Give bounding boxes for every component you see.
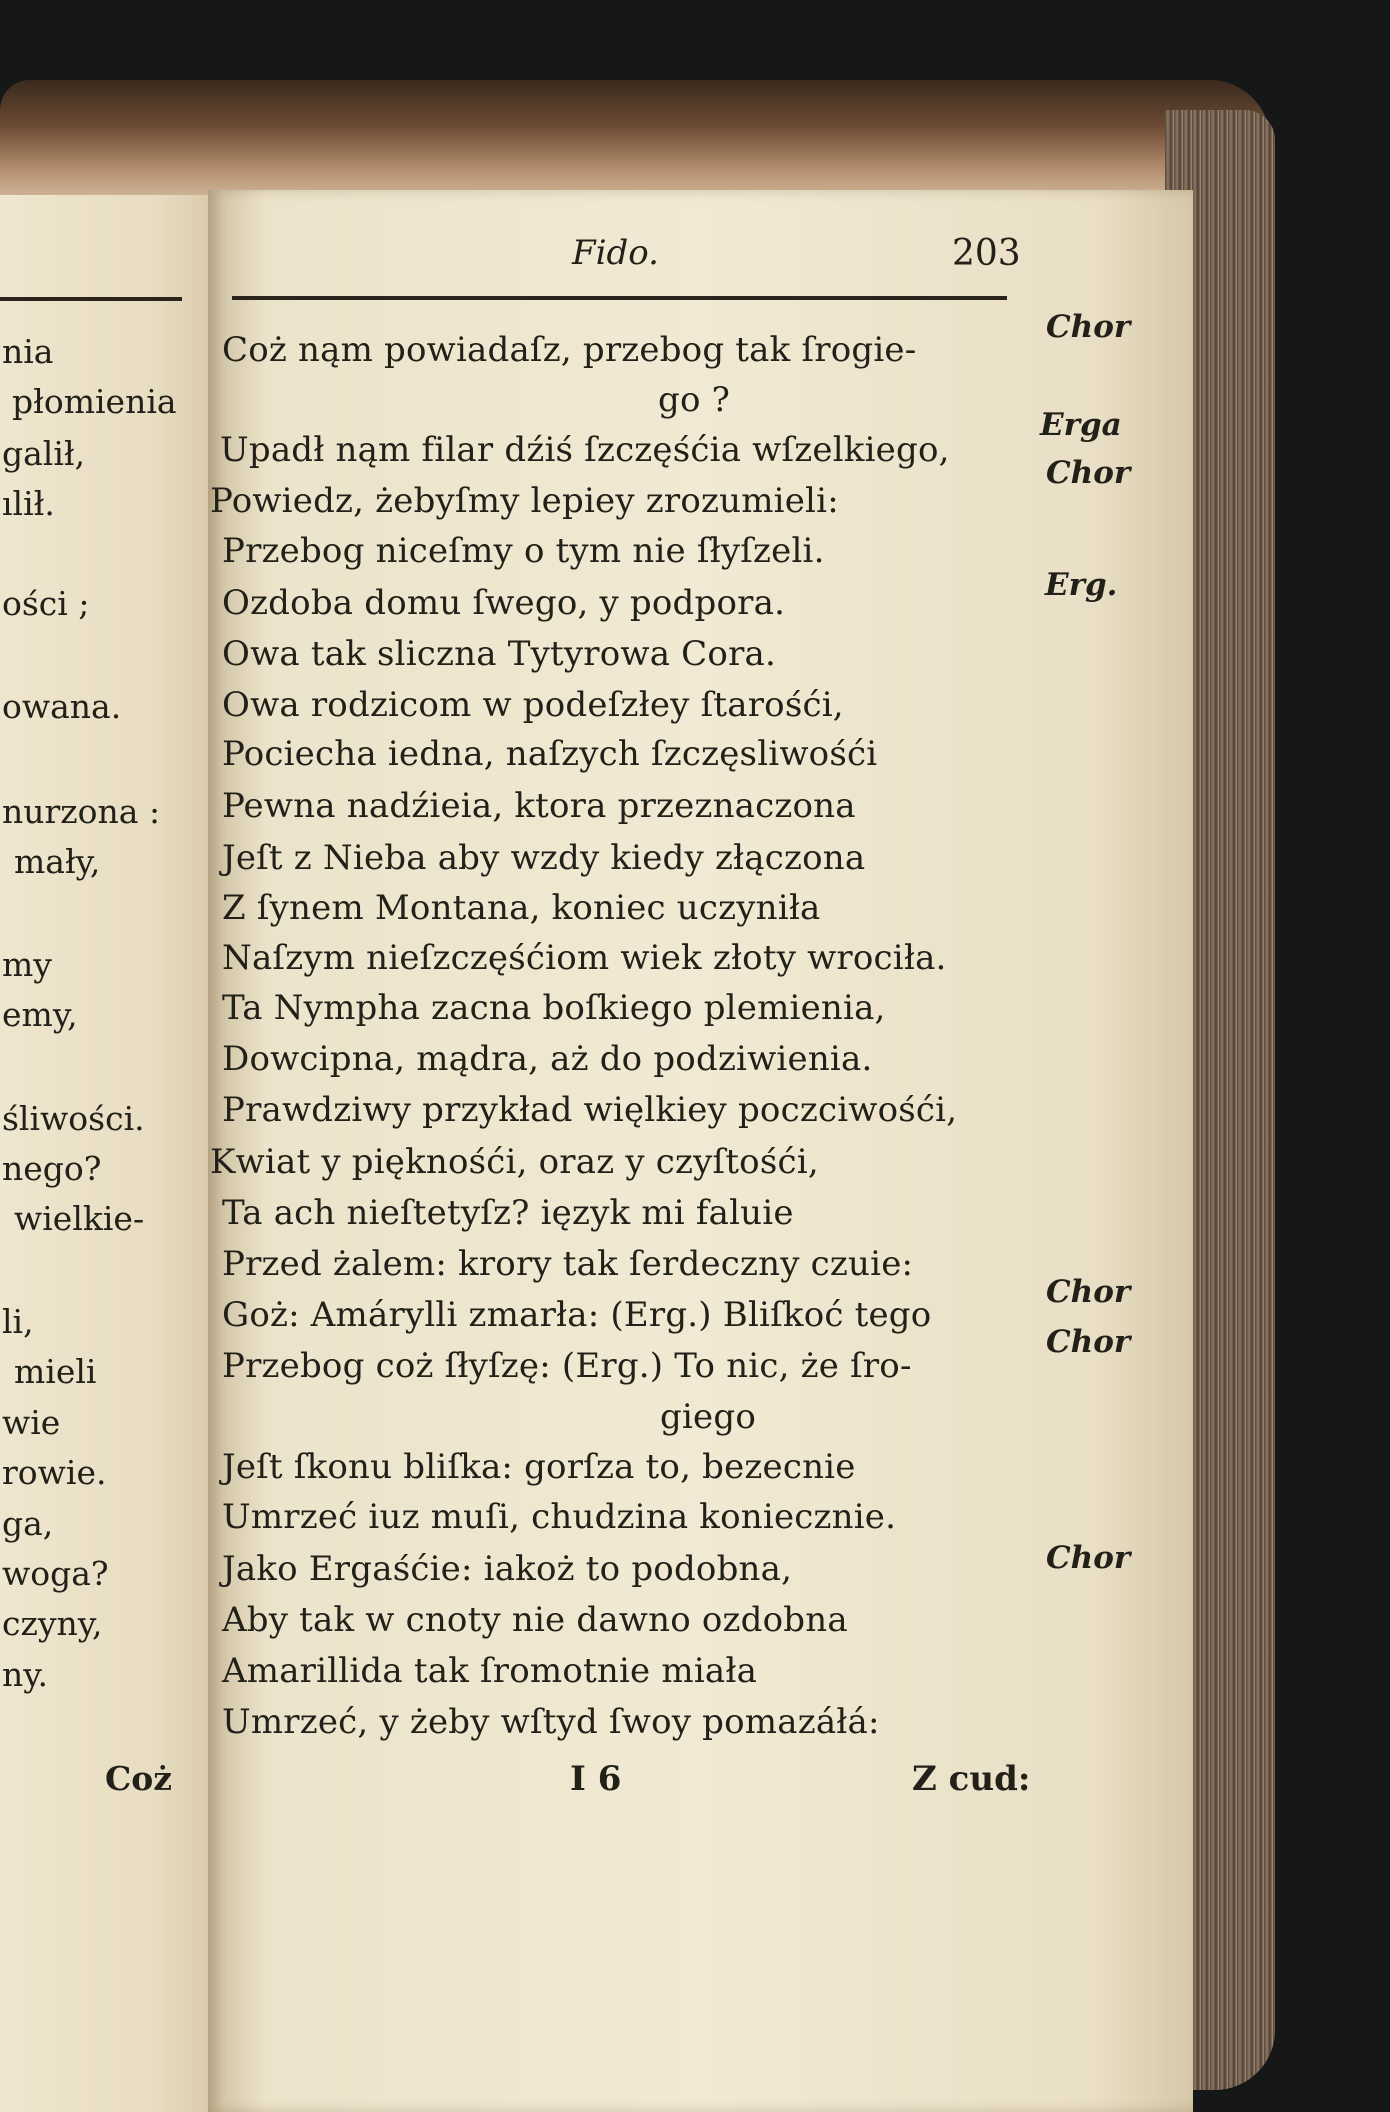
- running-head: Fido.: [572, 233, 659, 273]
- verse-line: Z ſynem Montana, koniec uczyniła: [222, 888, 821, 928]
- verse-line: Umrzeć, y żeby wſtyd ſwoy pomazáłá:: [222, 1702, 880, 1742]
- left-catchword: Coż: [105, 1759, 173, 1798]
- speaker-label: Chor: [1046, 309, 1131, 345]
- speaker-label: Chor: [1046, 455, 1131, 491]
- left-line: ılił.: [2, 484, 55, 523]
- verse-line: Przed żalem: krory tak ſerdeczny czuie:: [222, 1244, 914, 1284]
- left-line: nego?: [2, 1149, 102, 1188]
- verse-line: Owa tak sliczna Tytyrowa Cora.: [222, 634, 777, 674]
- left-line: owana.: [2, 687, 122, 726]
- speaker-label: Chor: [1046, 1274, 1131, 1310]
- verse-line: Aby tak w cnoty nie dawno ozdobna: [222, 1600, 848, 1640]
- left-line: wielkie-: [14, 1199, 145, 1238]
- verse-line: Ta Nympha zacna boſkiego plemienia,: [222, 988, 886, 1028]
- left-line: płomienia: [12, 382, 177, 421]
- left-line: nia: [2, 332, 54, 371]
- left-line: ości ;: [2, 584, 90, 623]
- verse-line: Jako Ergaśćie: iakoż to podobna,: [222, 1549, 793, 1589]
- page-number: 203: [952, 233, 1021, 274]
- left-line: śliwości.: [2, 1099, 145, 1138]
- left-line: my: [2, 945, 52, 984]
- verse-line: Przebog coż ſłyſzę: (Erg.) To nic, że ſro-: [222, 1346, 912, 1386]
- verse-line: Przebog niceſmy o tym nie ſłyſzeli.: [222, 531, 825, 571]
- verse-line: Powiedz, żebyſmy lepiey zrozumieli:: [210, 481, 839, 521]
- verse-line: Jeſt z Nieba aby wzdy kiedy złączona: [222, 838, 866, 878]
- left-line: czyny,: [2, 1604, 103, 1643]
- speaker-label: Erga: [1040, 407, 1122, 443]
- verse-line: Owa rodzicom w podeſzłey ſtarośći,: [222, 685, 844, 725]
- verse-line: Upadł nąm filar dźiś ſzczęśćia wſzelkiego,: [220, 430, 950, 470]
- catchword: Z cud:: [912, 1759, 1031, 1799]
- verse-line: Jeſt ſkonu bliſka: gorſza to, bezecnie: [222, 1447, 856, 1487]
- left-line: nurzona :: [2, 792, 161, 831]
- left-line: woga?: [2, 1554, 109, 1593]
- left-line: ny.: [2, 1655, 49, 1694]
- verse-line: go ?: [658, 380, 731, 420]
- verse-line: Pociecha iedna, naſzych ſzczęsliwośći: [222, 734, 878, 774]
- speaker-label: Chor: [1046, 1324, 1131, 1360]
- left-line: emy,: [2, 995, 78, 1034]
- verse-line: Ta ach nieſtetyſz? ięzyk mi faluie: [222, 1193, 794, 1233]
- verse-line: Umrzeć iuz muſi, chudzina koniecznie.: [222, 1497, 897, 1537]
- verse-line: Coż nąm powiadaſz, przebog tak ſrogie-: [222, 330, 917, 370]
- left-line: rowie.: [2, 1453, 107, 1492]
- header-rule: [232, 296, 1007, 300]
- signature-mark: I 6: [570, 1759, 622, 1799]
- verse-line: Kwiat y pięknośći, oraz y czyſtośći,: [210, 1142, 819, 1182]
- left-line: mieli: [14, 1352, 97, 1391]
- verse-line: Dowcipna, mądra, aż do podziwienia.: [222, 1039, 873, 1079]
- verse-line: giego: [660, 1397, 756, 1437]
- left-line: mały,: [14, 842, 101, 881]
- left-line: galił,: [2, 434, 86, 473]
- left-line: ga,: [2, 1504, 54, 1543]
- verse-line: Prawdziwy przykład więlkiey poczciwośći,: [222, 1090, 958, 1130]
- speaker-label: Erg.: [1045, 567, 1118, 603]
- left-header-rule: [0, 297, 182, 301]
- left-line: li,: [2, 1302, 34, 1341]
- verse-line: Goż: Amárylli zmarła: (Erg.) Bliſkoć tego: [222, 1295, 932, 1335]
- speaker-label: Chor: [1046, 1540, 1131, 1576]
- left-line: wie: [2, 1403, 61, 1442]
- verse-line: Pewna nadźieia, ktora przeznaczona: [222, 786, 856, 826]
- verse-line: Ozdoba domu ſwego, y podpora.: [222, 583, 786, 623]
- verse-line: Naſzym nieſzczęśćiom wiek złoty wrociła.: [222, 938, 947, 978]
- verse-line: Amarillida tak ſromotnie miała: [222, 1651, 758, 1691]
